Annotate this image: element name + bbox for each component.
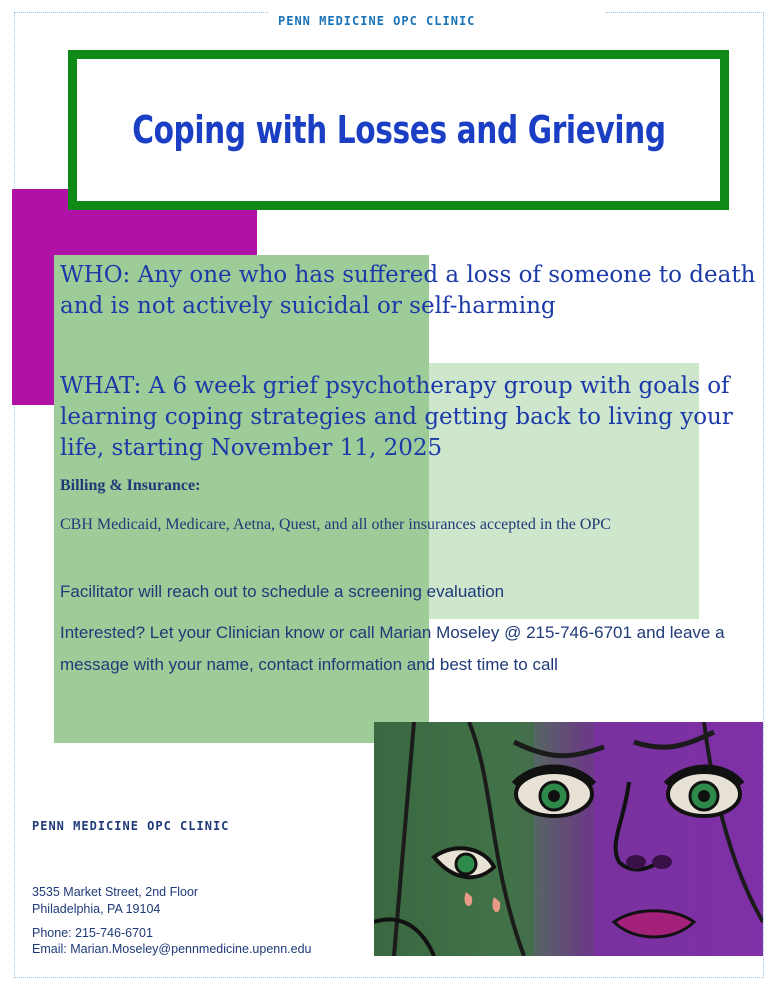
- footer-clinic-name: PENN MEDICINE OPC CLINIC: [32, 819, 230, 833]
- what-paragraph: WHAT: A 6 week grief psychotherapy group with goals of learning coping strategies and getting back to living your life, starting November 11, 2025: [60, 373, 733, 461]
- footer-email: Email: Marian.Moseley@pennmedicine.upenn.edu: [32, 942, 312, 956]
- footer-address-line2: Philadelphia, PA 19104: [32, 902, 161, 916]
- billing-heading: Billing & Insurance:: [60, 477, 201, 494]
- facilitator-note: Facilitator will reach out to schedule a screening evaluation: [60, 582, 505, 601]
- contact-paragraph: Interested? Let your Clinician know or call Marian Moseley @ 215-746-6701 and leave a message with your name, contact information and best time to call: [60, 623, 725, 674]
- footer-address-line1: 3535 Market Street, 2nd Floor: [32, 885, 199, 899]
- page-title: Coping with Losses and Grieving: [131, 108, 666, 152]
- painted-face-artwork: [374, 722, 763, 956]
- who-paragraph: WHO: Any one who has suffered a loss of someone to death and is not actively suicidal or self-harming: [60, 262, 756, 319]
- footer-phone: Phone: 215-746-6701: [32, 926, 153, 940]
- header-clinic-name: PENN MEDICINE OPC CLINIC: [278, 14, 476, 28]
- billing-text: CBH Medicaid, Medicare, Aetna, Quest, and all other insurances accepted in the OPC: [60, 516, 611, 533]
- title-box: [68, 50, 729, 210]
